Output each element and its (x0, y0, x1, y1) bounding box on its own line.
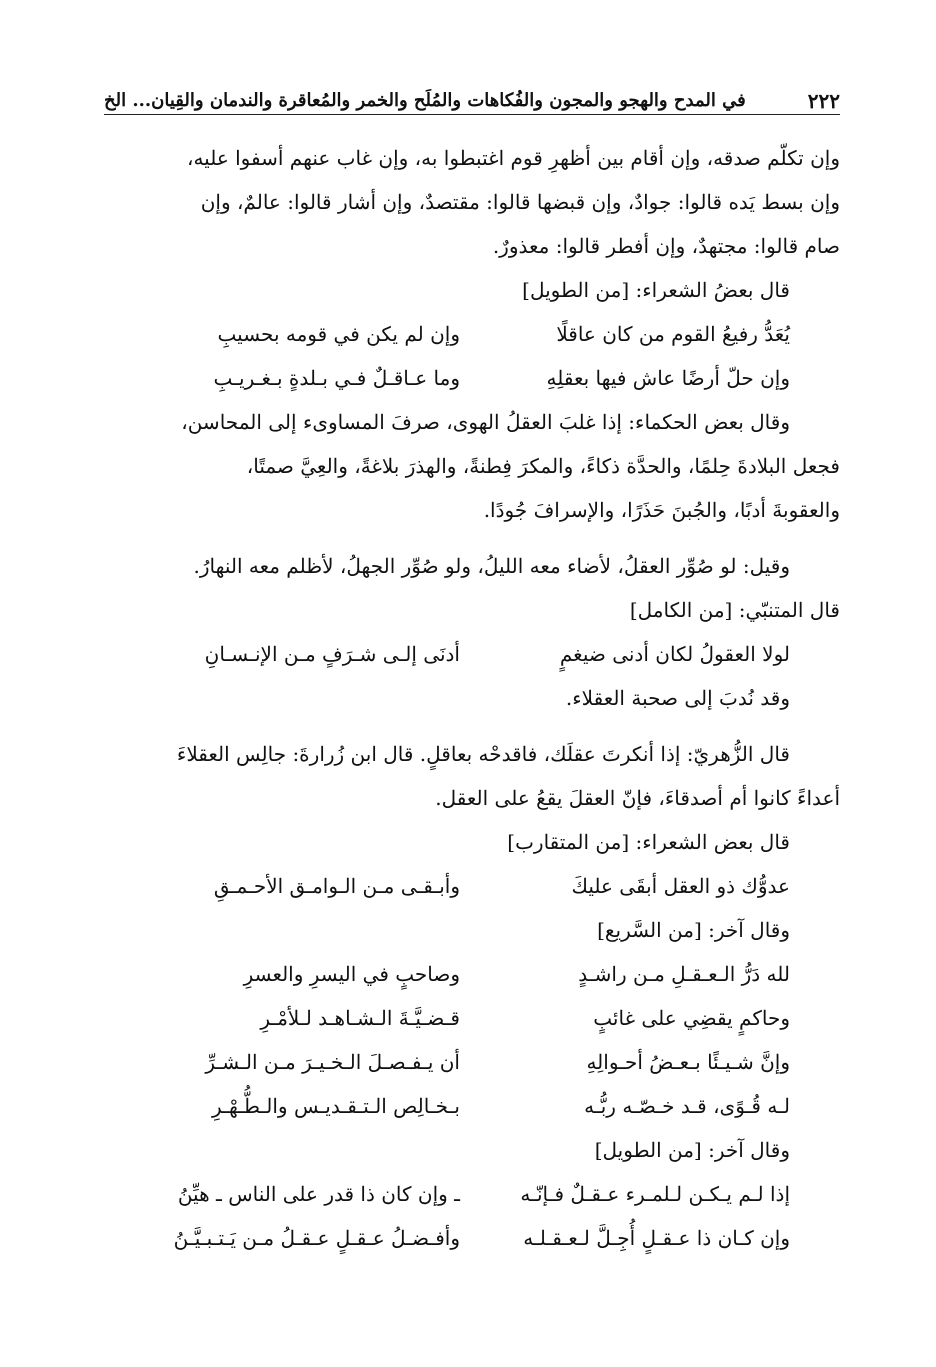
text-line: فجعل البلادةَ حِلمًا، والحدَّة ذكاءً، والمكرَ فِطنةً، والهذرَ بلاغةً، والعِيَّ صمتًا، (246, 454, 840, 478)
verse-line (104, 356, 840, 400)
verse-intro: وقال آخر: [من السَّريع] (597, 918, 790, 942)
verse-first-hemistich: وإن كـان ذا عـقـلٍ أُجِـلَّ لـعـقـلـه (523, 1226, 790, 1250)
verse-first-hemistich: لله دَرُّ الـعـقـلِ مـن راشـدٍ (578, 962, 790, 986)
text-line: وإن تكلّم صدقه، وإن أقام بين أظهرِ قوم اغتبطوا به، وإن غاب عنهم أسفوا عليه، (187, 146, 840, 170)
verse-line (104, 1040, 840, 1084)
page-body (104, 136, 840, 1260)
text-line: أعداءً كانوا أم أصدقاءَ، فإنّ العقلَ يقعُ على العقل. (435, 786, 840, 810)
verse-first-hemistich: إذا لـم يـكـن لـلمـرء عـقـلٌ فـإنّـه (520, 1182, 790, 1206)
verse-intro: قال بعض الشعراء: [من المتقارب] (507, 830, 790, 854)
verse-first-hemistich: وإن حلّ أرضًا عاش فيها بعقلِهِ (546, 366, 790, 390)
running-title: في المدح والهجو والمجون والفُكاهات والمُلَح والخمر والمُعاقرة والندمان والقِيان... الخ (104, 90, 746, 111)
poem-tawil-2 (104, 1172, 840, 1260)
paragraph-saying (104, 544, 840, 632)
verse-intro: وقال آخر: [من الطويل] (594, 1138, 790, 1162)
verse-intro: قال بعضُ الشعراء: [من الطويل] (522, 278, 790, 302)
text-line: وقد نُدبَ إلى صحبة العقلاء. (565, 686, 790, 710)
text-line: وقال بعض الحكماء: إذا غلبَ العقلُ الهوى، صرفَ المساوىء إلى المحاسن، (181, 410, 790, 434)
text-line: صام قالوا: مجتهدٌ، وإن أفطر قالوا: معذورٌ. (492, 234, 840, 258)
verse-line (104, 632, 840, 676)
verse-second-hemistich: وأبـقـى مـن الـوامـق الأحـمـقِ (213, 874, 460, 898)
text-line: قال المتنبّي: [من الكامل] (629, 598, 840, 622)
verse-first-hemistich: وحاكمٍ يقضِي على غائبٍ (593, 1006, 790, 1030)
verse-first-hemistich: لولا العقولُ لكان أدنى ضيغمٍ (559, 642, 790, 666)
paragraph-wise-men (104, 400, 840, 532)
verse-line (104, 312, 840, 356)
verse-second-hemistich: ـ وإن كان ذا قدر على الناس ـ هيِّنُ (177, 1182, 460, 1206)
verse-second-hemistich: قـضـيَّـةَ الـشـاهـد لـلأمْـرِ (260, 1006, 460, 1030)
verse-first-hemistich: يُعَدُّ رفيعُ القوم من كان عاقلًا (556, 322, 790, 346)
poem-sari (104, 952, 840, 1128)
page-number: ٢٢٢ (807, 89, 840, 113)
poem-kamil (104, 632, 840, 676)
verse-second-hemistich: بـخـالِص الـتـقـديـس والـطُّـهْـرِ (212, 1094, 460, 1118)
verse-second-hemistich: وأفـضـلُ عـقـلٍ عـقـلُ مـن يَـتـبـيَّـنُ (173, 1226, 460, 1250)
paragraph-praise (104, 136, 840, 268)
verse-line (104, 996, 840, 1040)
verse-line (104, 864, 840, 908)
verse-first-hemistich: لـه قُـوًى، قـد خـصّـه ربُّـه (584, 1094, 790, 1118)
verse-second-hemistich: وصاحبٍ في اليسرِ والعسرِ (243, 962, 460, 986)
running-header (104, 80, 840, 115)
verse-line (104, 1216, 840, 1260)
paragraph-zuhri (104, 732, 840, 820)
verse-line (104, 952, 840, 996)
text-line: قال الزُّهريّ: إذا أنكرتَ عقلَك، فاقدحْه بعاقلٍ. قال ابن زُرارةَ: جالِس العقلاءَ (176, 742, 790, 766)
text-line: والعقوبةَ أدبًا، والجُبنَ حَذَرًا، والإسرافَ جُودًا. (483, 498, 840, 522)
poem-mutaqarib (104, 864, 840, 908)
poem-tawil-1 (104, 312, 840, 400)
verse-first-hemistich: وإنَّ شـيـئًا بـعـضُ أحـوالِهِ (586, 1050, 790, 1074)
verse-second-hemistich: وإن لم يكن في قومه بحسيبِ (217, 322, 460, 346)
text-line: وإن بسط يَده قالوا: جوادٌ، وإن قبضها قالوا: مقتصدٌ، وإن أشار قالوا: عالمٌ، وإن (200, 190, 840, 214)
verse-second-hemistich: وما عـاقـلٌ فـي بـلدةٍ بـغـريـبِ (213, 366, 460, 390)
text-line: وقيل: لو صُوِّر العقلُ، لأضاء معه الليلُ، ولو صُوِّر الجهلُ، لأظلم معه النهارُ. (193, 554, 790, 578)
verse-first-hemistich: عدوُّك ذو العقل أبقَى عليكَ (571, 874, 790, 898)
verse-second-hemistich: أدنَى إلـى شـرَفٍ مـن الإنـسـانِ (204, 642, 460, 666)
verse-second-hemistich: أن يـفـصـلَ الـخـيـرَ مـن الـشـرِّ (205, 1050, 460, 1074)
verse-line (104, 1084, 840, 1128)
verse-line (104, 1172, 840, 1216)
